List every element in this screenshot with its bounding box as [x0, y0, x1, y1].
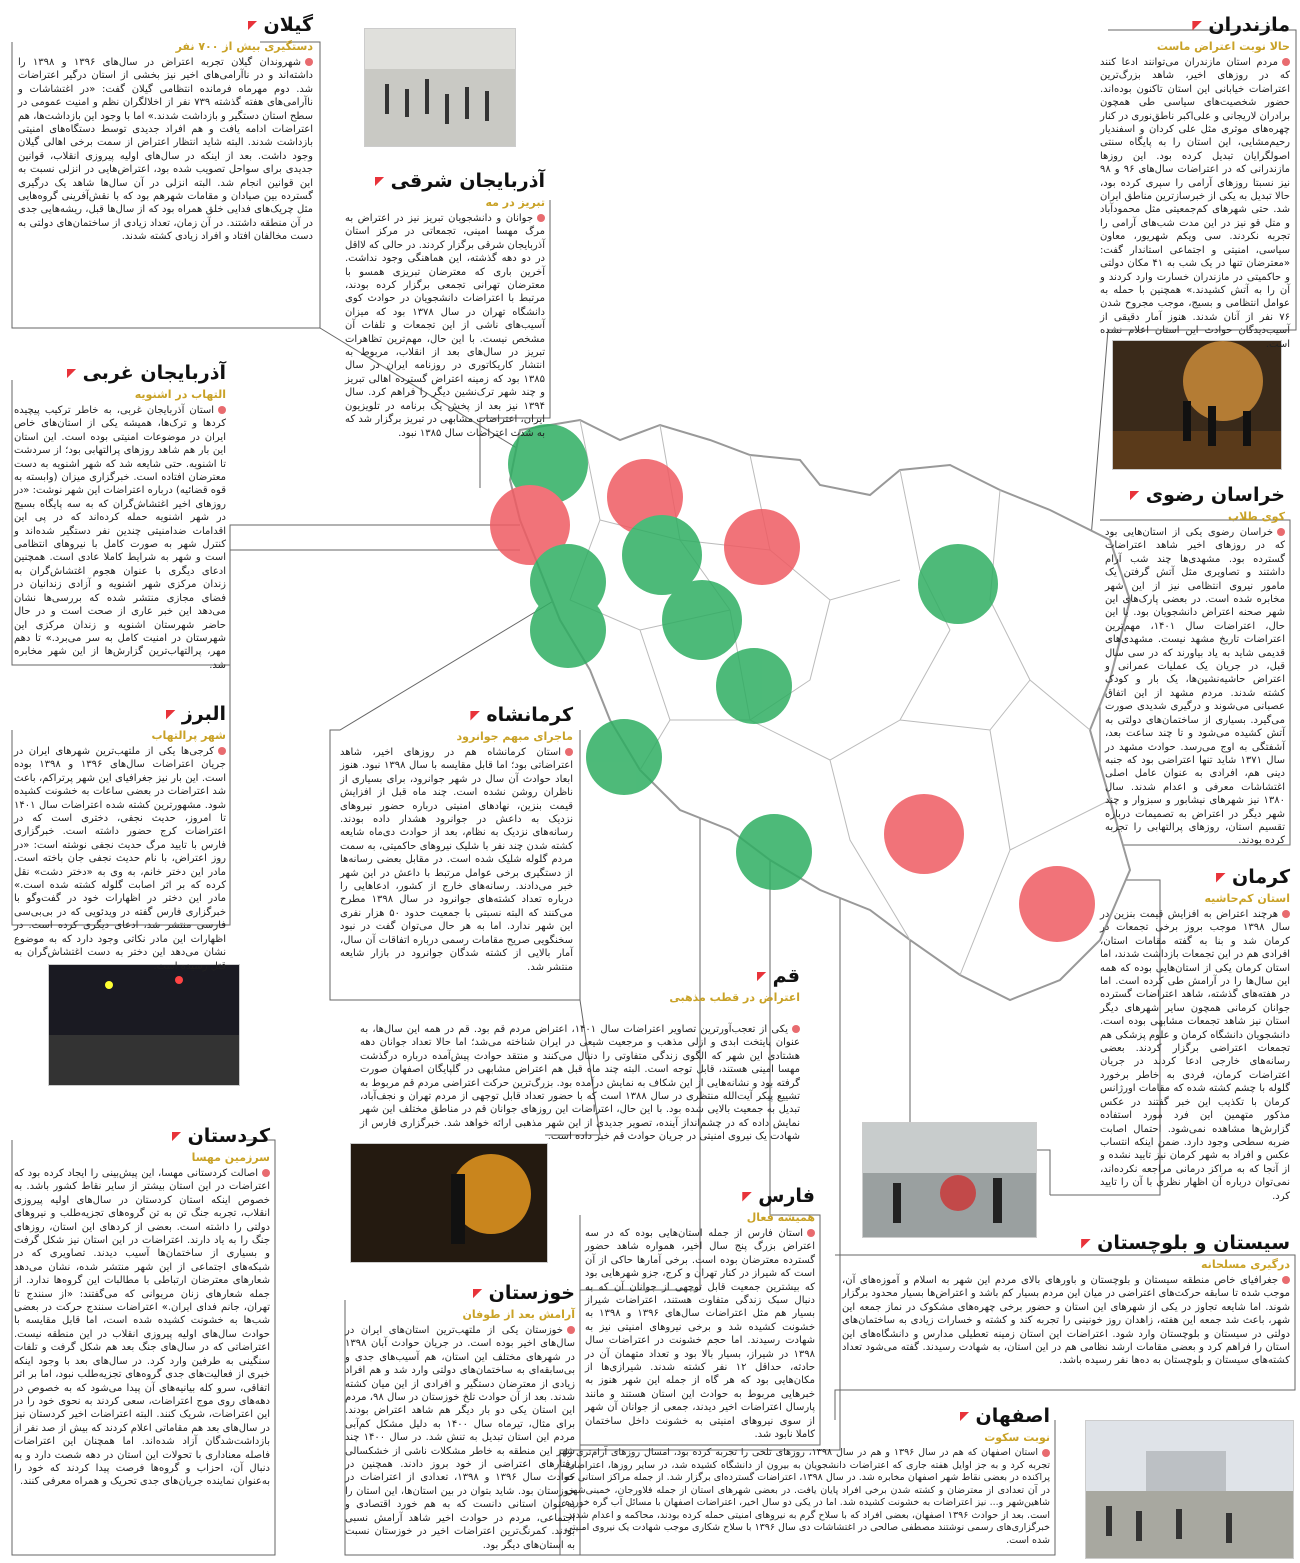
marker-icon	[742, 1192, 752, 1202]
subtitle-khuzestan: آرامش بعد از طوفان	[462, 1308, 575, 1321]
subtitle-kermanshah: ماجرای مبهم جوانرود	[456, 730, 573, 743]
bullet-icon	[218, 747, 226, 755]
section-khorasan	[1105, 484, 1285, 848]
circle-alborz	[662, 580, 742, 660]
title-esfahan: اصفهان	[565, 1405, 1050, 1427]
body-kermanshah: استان کرمانشاه هم در روزهای اخیر، شاهد اعتراضاتی بود؛ اما قابل مقایسه با سال ۱۳۹۸ نبود. هنوز ابعاد حوادث آن سال در شهر جوانرود، برای بسیاری از ناظران روشن نشده است. چند ماه قبل از افزایش قیمت بنزین، نهادهای امنیتی درباره حضور نیروهای نزدیک به داعش در جوانرود هشدار داده بودند. رسانه‌های نزدیک به نظام، بعد از حوادث دی‌ماه شایعه کشته شدن چند نفر با شلیک نیروهای حاکمیتی، به سمت مردم گلوله شلیک شده است. در مقابل بعضی رسانه‌ها از دستگیری برخی عوامل مرتبط با داعش در این شهر خبر می‌دادند. رسانه‌های خارج از کشور، ادعاهایی را درباره تعداد کشته‌های جوانرود در سال ۱۳۹۸ مطرح می‌کنند که البته نسبتی با جمعیت حدود ۵۰ هزار نفری این شهر ندارد. اما به هر حال می‌توان گفت در نبود سخنگویی صریح مقامات رسمی درباره اتفاقات آن سال، آمار بالایی از کشته شدگان جوانرود در بازار شایعه منتشر شد.	[340, 747, 573, 973]
bullet-icon	[1282, 1276, 1290, 1284]
circle-qom	[716, 648, 792, 724]
body-khorasan: خراسان رضوی یکی از استان‌هایی بود که در روزهای اخیر شاهد اعتراضات گسترده بود. مشهدی‌ها چند شب آرام داشتند و تصاویری مثل آتش گرفتن یک مامور نیروی انتظامی نیز از این شهر مخابره شده است. در بعضی پارک‌های این شهر صحنه اعتراض دانشجویان بود. با این حال، اعتراضات سال ۱۴۰۱، مهم‌ترین اعتراضات تاریخ مشهد نیست. مشهدی‌های قدیمی شاید به یاد بیاورند که در سی سال قبل، در جریان یک عملیات عمرانی و اعتراض حاشیه‌نشین‌ها، یک بار و کودک کشته شدند. مردم مشهد از این اتفاق عصبانی می‌شوند و درگیری شدیدی صورت می‌گیرد. بسیاری از ساختمان‌های دولتی به آتش کشیده می‌شود و تا چند ساعت بعد، آشفتگی به اوج می‌رسد. حوادث مشهد در سال ۱۳۷۱ شاید تنها اعتراضی بود که جنبه دینی هم، افرادی به عنوان عامل اصلی اغتشاشات معرفی و اعدام شدند. سال ۱۳۸۰ نیز شهرهای نیشابور و سبزوار و چند شهر دیگر در اعتراض به تصمیمات درباره تقسیم استان، روزهای پرالتهابی را تجربه کرده بودند.	[1105, 527, 1285, 847]
body-azar-sharghi: جوانان و دانشجویان تبریز نیز در اعتراض به مرگ مهسا امینی، تجمعاتی در مرکز استان آذربایجان شرقی برگزار کردند. در حالی که لااقل در دو دهه گذشته، این هماهنگی وجود نداشت. آخرین باری که معترضان تبریزی همسو با معترضان تهرانی تجمعی برگزار کرده بودند، مرتبط با اعتراضات دانشجویان در حوادث کوی دانشگاه تهران در سال ۱۳۷۸ بود که میزان آسیب‌های ناشی از این تجمعات و تلفات آن مشخص نیست. با این حال، مهم‌ترین تظاهرات تبریز در سال‌های بعد از انقلاب، مربوط به انتشار کاریکاتوری در روزنامه ایران در سال ۱۳۸۵ بود که زمینه اعتراض گسترده اهالی تبریز و چند شهر ترک‌نشین دیگر را فراهم کرد. سال ۱۳۹۴ نیز بعد از پخش یک برنامه در تلویزیون ایران، اعتراضات مشابهی در تبریز برگزار شد که به شدت اعتراضات سال ۱۳۸۵ نبود.	[345, 213, 546, 439]
title-qom: قم	[595, 965, 800, 987]
subtitle-fars: همیشه فعال	[746, 1211, 815, 1224]
subtitle-kurdistan: سرزمین مهسا	[191, 1151, 270, 1164]
bullet-icon	[792, 1025, 800, 1033]
subtitle-alborz: شهر پرالتهاب	[151, 729, 226, 742]
bullet-icon	[537, 214, 545, 222]
marker-icon	[1081, 1239, 1091, 1249]
body-gilan: شهروندان گیلان تجربه اعتراض در سال‌های ۱۳۹۶ و ۱۳۹۸ را داشته‌اند و در ناآرامی‌های اخیر نیز بخشی از استان درگیر اعتراضات شد. دوم مهرماه فرمانده انتظامی گیلان گفت: «در اغتشاشات و ناآرامی‌های هفته گذشته ۷۳۹ نفر از اخلالگران نظم و امنیت عمومی در سطح استان دستگیر و بازداشت شدند.» اما با وجود این بازداشت‌ها، هم اعتراضات ادامه یافت و هم افراد جدیدی توسط دستگاه‌های امنیتی بازداشت شدند. البته شاید انتظار اعتراض از سمت برخی اهالی گیلان وجود داشت. بعد از اینکه در سال‌های اولیه پیروزی انقلاب، قوانین جدیدی برای سواحل تصویب شده بود، اعتراض‌هایی در انزلی نسبت به این قوانین انجام شد. البته انزلی در آن سال‌ها شاهد یک درگیری گسترده بین صیادان و مقامات شهرهم بود که با نقش‌آفرینی گروه‌هایی مثل چریک‌های فدایی خلق همراه بود که از سال‌ها قبل، ریشه‌هایی جدی در آن منطقه داشتند. در آن زمان، تعداد زیادی از ساختمان‌های دولتی به دست مخالفان افتاد و افراد زیادی کشته شدند.	[18, 57, 313, 243]
bullet-icon	[807, 1229, 815, 1237]
body-esfahan: استان اصفهان که هم در سال ۱۳۹۶ و هم در سال ۱۳۹۸، روزهای تلخی را تجربه کرده بود، امسال روزهای آرام‌تری را تجربه کرد و به جز اوایل هفته جاری که اعتراضات دانشجویان به بیرون از دانشگاه کشیده شد، در سایر روزها، اعتراضات پراکنده در بعضی نقاط شهر اصفهان مخابره شد. در سال ۱۳۹۸، اعتراضات گسترده‌ای برگزار شد. از جمله مراکز استانی که در آن تعدادی از معترضان و کشته شدن برخی افراد پایان یافت. در بعضی شهرهای استان از جمله فلاورجان، خمینی‌شهر، شاهین‌شهر و... نیز اعتراضات به خشونت کشیده شد. اما در یکی دو سال اخیر، اعتراضات اصفهان با مسائل آب گره خورده است. بعد از حوادث ۱۳۹۶ اصفهان، بعضی افراد که با سلاح گرم به نیروهای امنیتی حمله کرده بودند، محاکمه و اعدام شدند. خبرگزاری‌های رسمی نوشتند مصطفی صالحی در اغتشاشات دی سال ۱۳۹۶ با سلاح شکاری موجب شهادت یک نیروی امنیتی شده است.	[565, 1447, 1051, 1546]
bullet-icon	[305, 58, 313, 66]
title-kerman: کرمان	[1100, 866, 1290, 888]
photo-esfahan	[1085, 1420, 1294, 1559]
section-kermanshah	[340, 704, 573, 974]
bullet-icon	[567, 1326, 575, 1334]
subtitle-azar-sharghi: تبریز در مه	[485, 196, 545, 209]
marker-icon	[1216, 873, 1226, 883]
marker-icon	[960, 1412, 970, 1422]
section-mazandaran	[1100, 14, 1290, 351]
subtitle-mazandaran: حالا نوبت اعتراض ماست	[1156, 40, 1290, 53]
subtitle-qom: اعتراض در قطب مذهبی	[669, 991, 800, 1004]
bullet-icon	[218, 406, 226, 414]
circle-khuzestan	[586, 719, 662, 795]
bullet-icon	[1042, 1449, 1050, 1457]
subtitle-gilan: دستگیری بیش از ۷۰۰ نفر	[175, 40, 313, 53]
title-azar-sharghi: آذربایجان شرقی	[345, 170, 545, 192]
circle-kermanshah	[530, 592, 606, 668]
photo-mazandaran	[1112, 340, 1282, 470]
marker-icon	[248, 21, 258, 31]
section-fars	[585, 1185, 815, 1442]
title-alborz: البرز	[14, 703, 226, 725]
section-kerman	[1100, 866, 1290, 1203]
section-qom-head	[595, 965, 800, 1004]
title-sistan: سیستان و بلوچستان	[842, 1232, 1290, 1254]
photo-gilan	[364, 28, 516, 147]
marker-icon	[1130, 491, 1140, 501]
section-sistan	[842, 1232, 1290, 1368]
body-kerman: هرچند اعتراض به افزایش قیمت بنزین در سال ۱۳۹۸ موجب بروز برخی تجمعات در کرمان شد و بنا به گفته مقامات استان، افرادی هم در این تجمعات بازداشت شدند، اما استان کرمان یکی از استان‌هایی بوده که همه این سال‌ها را در آرامش طی کرده است. اما در هفته‌های گذشته، شاهد اعتراضات گسترده جوانان کرمانی همچون سایر شهرهای دیگر استان نیز شاهد تجمعات مشابهی بوده است. دانشجویان دانشگاه کرمان و علوم پزشکی هم تجمعات اعتراضی برگزار کردند. بعضی رسانه‌های خارجی ادعا کردند در جریان اعتراضات کرمان، فردی به خاطر برخورد گلوله با چشم کشته شده که مقامات اورژانس کرمان با تکذیب این خبر گفتند در عکس مذکور متهمین این فرد مورد استفاده گزارش‌ها مشاهده نمی‌شود. احتمال اصابت ضربه سطحی وجود دارد. ضمن اینکه انتساب عکس و افراد به شهر کرمان نیز تایید نشده و از آنجا که به مراکز درمانی مراجعه نکرده‌اند، نمی‌توان درباره آن اظهار نظری با آن را تایید کرد.	[1100, 909, 1290, 1202]
section-esfahan	[565, 1405, 1050, 1547]
body-mazandaran: مردم استان مازندران می‌توانند ادعا کنند که در روزهای اخیر، شاهد بزرگ‌ترین اعتراضات خیابانی این استان تاکنون بوده‌اند. حضور شخصیت‌های سیاسی طی همچون برادران لاریجانی و علی‌اکبر ناطق‌نوری در کنار چهره‌های موثری مثل علی کردان و اسفندیار رحیم‌مشایی، این استان را به پایگاه سنتی اصولگرایان تبدیل کرده بود. این روزها مازندرانی که در اعتراضات سال‌های ۹۶ و ۹۸ نیز نسبتا روزهای آرامی را سپری کرده بود، حالا تبدیل به یکی از خبرسازترین مناطق ایران شد. حتی شهرهای کم‌جمعیتی مثل محمودآباد و متل قو نیز در این مدت شب‌های آرامی را تجربه نکردند. سی ویکم شهریور، معاون سیاسی، امنیتی و اجتماعی استاندار گفت: «معترضان تنها در یک شب به ۴۱ مکان دولتی و حاکمیتی در مازندران خسارت وارد کردند و آن را به آتش کشیدند.» همچنین با حمله به عوامل انتظامی و بسیج، موجب مجروح شدن ۷۶ نفر از آنان شدند. هنوز آمار دقیقی از آسیب‌دیدگان حوادث این استان اعلام نشده است.	[1100, 57, 1290, 350]
section-azar-gharbi	[14, 362, 226, 672]
body-khuzestan: خوزستان یکی از ملتهب‌ترین استان‌های ایران در سال‌های اخیر بوده است. در جریان حوادث آبان ۱۳۹۸ در شهرهای مختلف این استان، هم آسیب‌های جدی و بی‌سابقه‌ای به ساختمان‌های دولتی وارد شد و هم افراد زیادی از معترضان دستگیر و افرادی از این میان کشته شدند. بعد از آن حوادث تلخ خوزستان در سال ۹۸، مردم این استان یکی دو بار دیگر هم شاهد اعتراض بودند. برای مثال، تیرماه سال ۱۴۰۰ به دلیل مشکل کم‌آبی مردم این استان تبدیل به تنش شد. در سال ۱۴۰۰ چند شهر این منطقه به خاطر مشکلات ناشی از خشکسالی رفتارهای اعتراضی از خود بروز دادند. همچنین در حوادث سال ۱۳۹۶ و ۱۳۹۸، تعدادی از اعتراضات در خوزستان بود. شاید بتوان در بین استان‌ها، این استان را به‌عنوان استانی دانست که به هم خورد اقتصادی و اجتماعی، مردم در حوادث اخیر شاهد آرامش نسبی بودند. کمرنگ‌ترین اعتراضات اخیر در خوزستان نسبت به استان‌های دیگر بود.	[345, 1325, 576, 1551]
section-khuzestan	[345, 1282, 575, 1552]
title-gilan: گیلان	[18, 14, 313, 36]
subtitle-sistan: درگیری مسلحانه	[1201, 1258, 1290, 1271]
photo-kerman	[862, 1122, 1037, 1238]
circle-kerman	[884, 794, 964, 874]
bullet-icon	[262, 1169, 270, 1177]
bullet-icon	[565, 748, 573, 756]
body-fars: استان فارس از جمله استان‌هایی بوده که در سه اعتراض بزرگ پنج سال اخیر، همواره شاهد حضور گسترده معترضان بوده است. برخی آمارها حاکی از آن است که شیراز در کنار تهران و کرج، جزو شهرهایی بود که بیشترین جمعیت قابل توجهی از جوانان آن که به دنبال سبک زندگی متفاوت هستند، اعتراضات شیراز بسیار هم مثل اعتراضات سال‌های ۱۳۹۶ و ۱۳۹۸ به خشونت کشیده شد و برخی نیروهای امنیتی نیز به شهادت رسیدند. اما حجم خشونت در اعتراضات سال ۱۳۹۸ در شیراز، بسیار بالا بود و تعداد متهمان آن در حادثه، حداقل ۱۲ نفر کشته شدند. شیرازی‌ها از مکان‌هایی بود که هر گاه از جمله این شهر هنوز به خبرهایی مربوط به حوادث این استان هستند و مانند پارسال اعتراضات اخیر دیدند، جمعی از جوانان آن شهر از سوی نیروهای امنیتی به خشونت داخل ساختمان کاملا نابود شد.	[585, 1228, 816, 1441]
subtitle-azar-gharbi: التهاب در اشنویه	[134, 388, 226, 401]
subtitle-khorasan: کوی طلاب	[1228, 510, 1285, 523]
circle-fars	[736, 814, 812, 890]
title-azar-gharbi: آذربایجان غربی	[14, 362, 226, 384]
marker-icon	[470, 711, 480, 721]
title-kermanshah: کرمانشاه	[340, 704, 573, 726]
circle-khorasan	[918, 544, 998, 624]
title-khuzestan: خوزستان	[345, 1282, 575, 1304]
bullet-icon	[1277, 528, 1285, 536]
title-kurdistan: کردستان	[14, 1125, 270, 1147]
circle-sistan	[1019, 866, 1095, 942]
section-azar-sharghi	[345, 170, 545, 440]
title-fars: فارس	[585, 1185, 815, 1207]
section-gilan	[18, 14, 313, 244]
marker-icon	[1192, 21, 1202, 31]
marker-icon	[375, 177, 385, 187]
section-kurdistan	[14, 1125, 270, 1489]
subtitle-kerman: استان کم‌حاشیه	[1204, 892, 1290, 905]
marker-icon	[166, 710, 176, 720]
body-qom: یکی از تعجب‌آورترین تصاویر اعتراضات سال ۱۴۰۱، اعتراض مردم قم بود. قم در همه این سال‌ها، به عنوان پایتخت ابدی و ازلی مذهب و مرجعیت شیعی در ایران شناخته می‌شد؛ اما حالا تعداد جوانان دهه هشتادی این شهر که الگوی زندگی متفاوتی را دنبال می‌کنند و منتقد حوادث پیش‌آمده درباره درگذشت مهسا امینی هستند، قابل توجه است. البته چند ماه قبل هم اعتراض مشابهی در گلپایگان اصفهان صورت گرفته بود و نشانه‌هایی از این شکاف به نمایش درآمده بود. بزرگ‌ترین حرکت اعتراضی مردم قم مربوط به تشییع پیکر آیت‌الله منتظری در سال ۱۳۸۸ است که با حضور تعداد قابل توجهی از مردم تهران و نجف‌آباد، تبدیل به جمعیت بالایی شده بود. با این حال، اعتراضات این روزهای جوانان قم در مناطق مختلف این شهر نمایش داده که در چشم‌انداز آینده، تصویر جدیدی از این شهر مذهبی ارائه خواهد شد. خبرگزاری فارس از شهادت یک نیروی امنیتی در جریان حوادث قم خبر داده است.	[360, 1024, 801, 1143]
section-alborz	[14, 703, 226, 973]
subtitle-esfahan: نوبت سکوت	[984, 1431, 1050, 1444]
body-kurdistan: اصالت کردستانی مهسا، این پیش‌بینی را ایجاد کرده بود که اعتراضات در این استان بیشتر از سایر نقاط کشور باشد. به خصوص اینکه استان کردستان در سال‌های اولیه پیروزی انقلاب، تجربه جنگ تن به تن گروه‌های تجزیه‌طلب و نیروهای دولتی را داشته است. بعضی از کردهای این استان، روزهای جنگ را به یاد دارند. اعتراضات در این استان نیز شکل گرفت و بسیاری از ساختمان‌ها آسیب دیدند. تصاویری که در شبکه‌های اجتماعی از این شهر منتشر شده، نشان می‌دهد شعارهای معترضان ارتباطی با مطالبات این گروه‌ها ندارد. از جمله شعارهای زنان مریوانی که می‌گفتند: «از سنندج تا تهران، جانم فدای ایران.» اعتراضات سنندج حرکت در بعضی شب‌ها به خشونت کشیده شده است، اما قابل مقایسه با حوادث سال‌های اولیه پیروزی انقلاب در این منطقه نیست. اعتراضاتی که در سال‌های جنگ بعد هم شکل گرفت و تلفات سنگینی به طرفین وارد کرد. در سال‌های بعد با وجود اینکه خبری از فعالیت‌های جدی گروه‌های تجزیه‌طلب نبود، اما بر اثر اتفاقی، سرو کله بیانیه‌های آن پیدا می‌شود که به خصوص در دهه‌های روی موج اعتراضات، سعی کردند به نحوی خود را در این اعتراضات، شریک کنند. البته اعتراضات اخیر کردستان نیز در سال‌های بعد هم مقاماتی اعلام کردند که بیش از صد نفر از بازداشت‌شدگان آزاد شده‌اند. اما همچنان این اعتراضات فاصله معناداری با تحولات این استان در دهه شصت دارد و به دنبال آن، احزاب و گروه‌ها فرصت پیدا کردند که خود را به‌عنوان نماینده جریان‌های جدی تحریک و همراه معرفی کنند.	[14, 1168, 270, 1488]
body-alborz: کرجی‌ها یکی از ملتهب‌ترین شهرهای ایران در جریان اعتراضات سال‌های ۱۳۹۶ و ۱۳۹۸ بوده است. این بار نیز جغرافیای این شهر پرتراکم، باعث شد اعتراضات در بعضی ساعات به خشونت کشیده شود. مشهورترین کشته شده اعتراضات سال ۱۴۰۱ تا امروز، حدیث نجفی، دختری است که در اعتراضات کرج حضور داشته است. خبرگزاری فارس با تایید مرگ حدیث نجفی نوشته است: «در روز اعتراض، با نام حدیث نجفی جان باخته است. مادر این دختر خانم، به وی به «دختر دشت» نقل کرده که بر اثر اصابت گلوله کشته شده است.» مادر این دختر در اظهارات خود در گفت‌وگو با خبرگزاری فارس گفته در ویدئویی که در بی‌بی‌سی فارسی منتشر شد، ادعای دیگری کرده است. در اظهارات این مادر نکاتی وجود دارد که به موضوع نشان می‌دهد این دختر به دست اغتشاش‌گران به قتل رسیده است.	[14, 746, 226, 972]
marker-icon	[757, 972, 767, 982]
body-sistan: جغرافیای خاص منطقه سیستان و بلوچستان و باورهای بالای مردم این شهر به اسلام و آموزه‌های آن، موجب شده تا سابقه حرکت‌های اعتراضی در میان این مردم بسیار کم باشد و اعتراض‌ها بسیار محدود برگزار شوند. اما شایعه تجاوز در یکی از شهرهای این استان و حضور برخی چهره‌های مشکوک در نماز جمعه این شهر، باعث شد جمعه این هفته، زاهدان روز خونینی را تجربه کند و کشته و خسارات زیادی به ساختمان‌های دولتی در سیستان و بلوچستان وارد شود. اعتراضات این استان زمینه تعطیلی مدارس و دانشگاه‌های این استان را فراهم کرد و بعضی مقامات ارشد نظامی هم در این استان، به شهادت رسیدند. گفته می‌شود تعداد کشته‌های سیستان و بلوچستان به ده‌ها نفر رسیده باشد.	[842, 1275, 1290, 1367]
bullet-icon	[1282, 910, 1290, 918]
circle-mazandaran	[724, 509, 800, 585]
title-mazandaran: مازندران	[1100, 14, 1290, 36]
marker-icon	[67, 369, 77, 379]
body-azar-gharbi: استان آذربایجان غربی، به خاطر ترکیب پیچیده کردها و ترک‌ها، همیشه یکی از استان‌های خاص ایران در موضوعات امنیتی بوده است. این استان این بار هم شاهد روزهای پرالتهابی بود؛ از سردشت تا اشنویه. حتی شایعه شد که شهر اشنویه به دست معترضان افتاده است. خبرگزاری میزان (وابسته به قوه قضائیه) درباره اعتراضات این شهر نوشت: «در روزهای اخیر اغتشاش‌گران که به سه پایگاه بسیج در شهر اشنویه حمله کرده‌اند که در پی این اقدامات ضدامنیتی چندین نفر دستگیر شده‌اند و کنترل شهر به صورت کامل با نیروهای انتظامی است و شهر به شرایط کاملا عادی است. همچنین ادعای دیگری با عنوان هجوم اغتشاش‌گران به زندان مرکزی شهر اشنویه و آزادی زندانیان در فضای مجازی منتشر شده که بررسی‌ها نشان می‌دهد این خبر عاری از صحت است و در حال حاضر شهرستان اشنویه و زندان مرکزی این شهرستان در امنیت کامل به سر می‌برد.» تا دهم مهر، پرالتهاب‌ترین گزارش‌ها از این شهر مخابره شد.	[14, 405, 226, 671]
bullet-icon	[1282, 58, 1290, 66]
title-khorasan: خراسان رضوی	[1105, 484, 1285, 506]
marker-icon	[172, 1132, 182, 1142]
photo-alborz	[48, 964, 240, 1086]
photo-qom	[350, 1143, 548, 1263]
marker-icon	[473, 1289, 483, 1299]
section-qom	[360, 1020, 800, 1144]
